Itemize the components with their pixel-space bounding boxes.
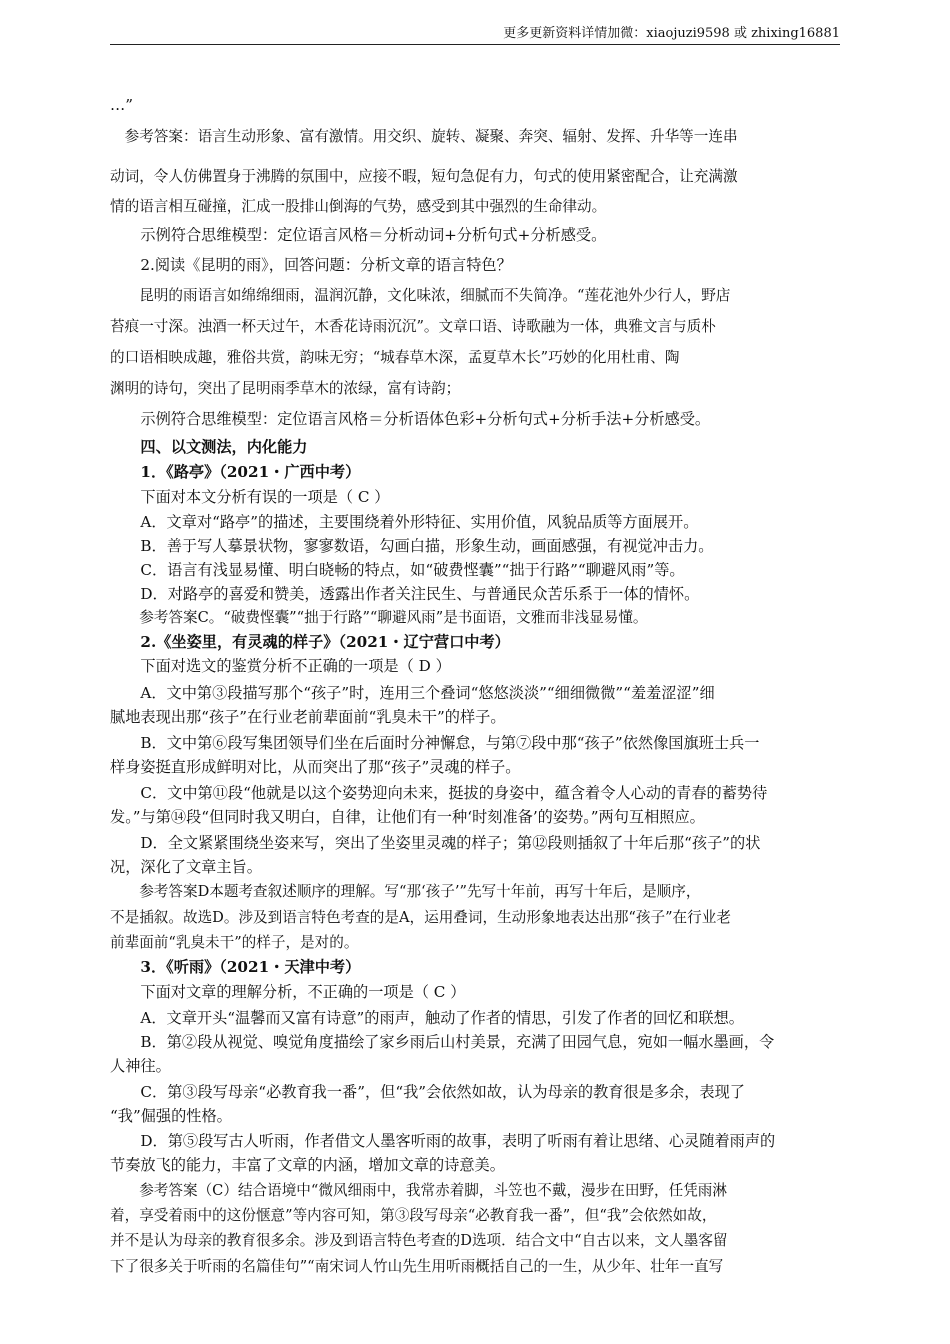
answer-line: 渊明的诗句，突出了昆明雨季草木的浓绿，富有诗韵； bbox=[110, 380, 461, 397]
option-line: 节奏放飞的能力，丰富了文章的内涵，增加文章的诗意美。 bbox=[110, 1156, 505, 1174]
option-line: 样身姿挺直形成鲜明对比，从而突出了那“孩子”灵魂的样子。 bbox=[110, 758, 521, 776]
answer-line: 参考答案C。“破费悭囊”“拙于行路”“聊避风雨”是书面语，文雅而非浅显易懂。 bbox=[110, 609, 648, 626]
option-line: B．善于写人摹景状物，寥寥数语，勾画白描，形象生动，画面感强，有视觉冲击力。 bbox=[110, 537, 714, 555]
answer-line: 苔痕一寸深。浊酒一杯天过午，木香花诗雨沉沉”。文章口语、诗歌融为一体，典雅文言与质朴 bbox=[110, 318, 716, 335]
question-line: 2.阅读《昆明的雨》，回答问题：分析文章的语言特色？ bbox=[110, 256, 512, 274]
question-line: 下面对文章的理解分析，不正确的一项是（ C ） bbox=[110, 983, 466, 1001]
option-line: 人神往。 bbox=[110, 1057, 171, 1075]
answer-line: 着，享受着雨中的这份惬意”等内容可知，第③段写母亲“必教育我一番”，但“我”会依然如故， bbox=[110, 1207, 717, 1224]
answer-line: 下了很多关于听雨的名篇佳句”“南宋词人竹山先生用听雨概括自己的一生，从少年、壮年一直写 bbox=[110, 1258, 724, 1275]
option-line: A．文章开头“温馨而又富有诗意”的雨声，触动了作者的情思，引发了作者的回忆和联想。 bbox=[110, 1009, 744, 1027]
text-line: …” bbox=[110, 96, 133, 114]
item-heading: 1．《路亭》（2021・广西中考） bbox=[110, 463, 361, 481]
option-line: 发。”与第⑭段“但同时我又明白，自律，让他们有一种‘时刻准备’的姿势。”两句互相照应。 bbox=[110, 808, 705, 826]
answer-line: 情的语言相互碰撞，汇成一股排山倒海的气势，感受到其中强烈的生命律动。 bbox=[110, 198, 607, 215]
text-line: 示例符合思维模型：定位语言风格＝分析动词+分析句式+分析感受。 bbox=[110, 226, 607, 244]
answer-line: 不是插叙。故选D。涉及到语言特色考查的是A，运用叠词，生动形象地表达出那“孩子”在行业老 bbox=[110, 909, 731, 926]
page-header: 更多更新资料详情加微：xiaojuzi9598 或 zhixing16881 bbox=[503, 26, 840, 41]
option-line: 腻地表现出那“孩子”在行业老前辈面前“乳臭未干”的样子。 bbox=[110, 708, 506, 726]
question-line: 下面对选文的鉴赏分析不正确的一项是（ D ） bbox=[110, 657, 451, 675]
item-heading: 2.《坐姿里，有灵魂的样子》（2021・辽宁营口中考） bbox=[110, 633, 510, 651]
option-line: B．文中第⑥段写集团领导们坐在后面时分神懈怠，与第⑦段中那“孩子”依然像国旗班士兵一 bbox=[110, 734, 760, 752]
section-heading: 四、以文测法，内化能力 bbox=[110, 438, 308, 456]
option-line: D．对路亭的喜爱和赞美，透露出作者关注民生、与普通民众苦乐系于一体的情怀。 bbox=[110, 585, 700, 603]
answer-line: 参考答案D本题考查叙述顺序的理解。写“那‘孩子’”先写十年前，再写十年后，是顺序， bbox=[110, 883, 701, 900]
text-line: 示例符合思维模型：定位语言风格＝分析语体色彩+分析句式+分析手法+分析感受。 bbox=[110, 410, 711, 428]
option-line: A．文中第③段描写那个“孩子”时，连用三个叠词“悠悠淡淡”“细细微微”“羞羞涩涩”细 bbox=[110, 684, 715, 702]
answer-line: 并不是认为母亲的教育很多余。涉及到语言特色考查的D选项．结合文中“自古以来，文人墨客留 bbox=[110, 1232, 728, 1249]
option-line: C．第③段写母亲“必教育我一番”，但“我”会依然如故，认为母亲的教育很是多余，表现了 bbox=[110, 1083, 745, 1101]
option-line: B．第②段从视觉、嗅觉角度描绘了家乡雨后山村美景，充满了田园气息，宛如一幅水墨画，令 bbox=[110, 1033, 775, 1051]
option-line: D．第⑤段写古人听雨，作者借文人墨客听雨的故事，表明了听雨有着让思绪、心灵随着雨声的 bbox=[110, 1132, 776, 1150]
option-line: “我”倔强的性格。 bbox=[110, 1107, 232, 1125]
answer-line: 的口语相映成趣，雅俗共赏，韵味无穷；“城春草木深，孟夏草木长”巧妙的化用杜甫、陶 bbox=[110, 349, 680, 366]
answer-line: 参考答案（C）结合语境中“微风细雨中，我常赤着脚，斗笠也不戴，漫步在田野，任凭雨淋 bbox=[110, 1182, 727, 1199]
option-line: D．全文紧紧围绕坐姿来写，突出了坐姿里灵魂的样子；第⑫段则插叙了十年后那“孩子”的状 bbox=[110, 834, 761, 852]
option-line: C．语言有浅显易懂、明白晓畅的特点，如“破费悭囊”“拙于行路”“聊避风雨”等。 bbox=[110, 561, 685, 579]
answer-line: 动词，令人仿佛置身于沸腾的氛围中，应接不暇，短句急促有力，句式的使用紧密配合，让充满激 bbox=[110, 168, 738, 185]
answer-line: 前辈面前“乳臭未干”的样子，是对的。 bbox=[110, 934, 359, 951]
option-line: A．文章对“路亭”的描述，主要围绕着外形特征、实用价值，风貌品质等方面展开。 bbox=[110, 513, 699, 531]
header-rule bbox=[110, 44, 840, 45]
answer-line: 参考答案：语言生动形象、富有激情。用交织、旋转、凝聚、奔突、辐射、发挥、升华等一连串 bbox=[110, 128, 738, 145]
item-heading: 3．《听雨》（2021・天津中考） bbox=[110, 958, 361, 976]
option-line: 况，深化了文章主旨。 bbox=[110, 858, 262, 876]
option-line: C．文中第⑪段“他就是以这个姿势迎向未来，挺拔的身姿中，蕴含着令人心动的青春的蓄势待 bbox=[110, 784, 768, 802]
answer-line: 昆明的雨语言如绵绵细雨，温润沉静，文化味浓，细腻而不失简净。“莲花池外少行人，野店 bbox=[110, 287, 731, 304]
question-line: 下面对本文分析有误的一项是（ C ） bbox=[110, 488, 390, 506]
